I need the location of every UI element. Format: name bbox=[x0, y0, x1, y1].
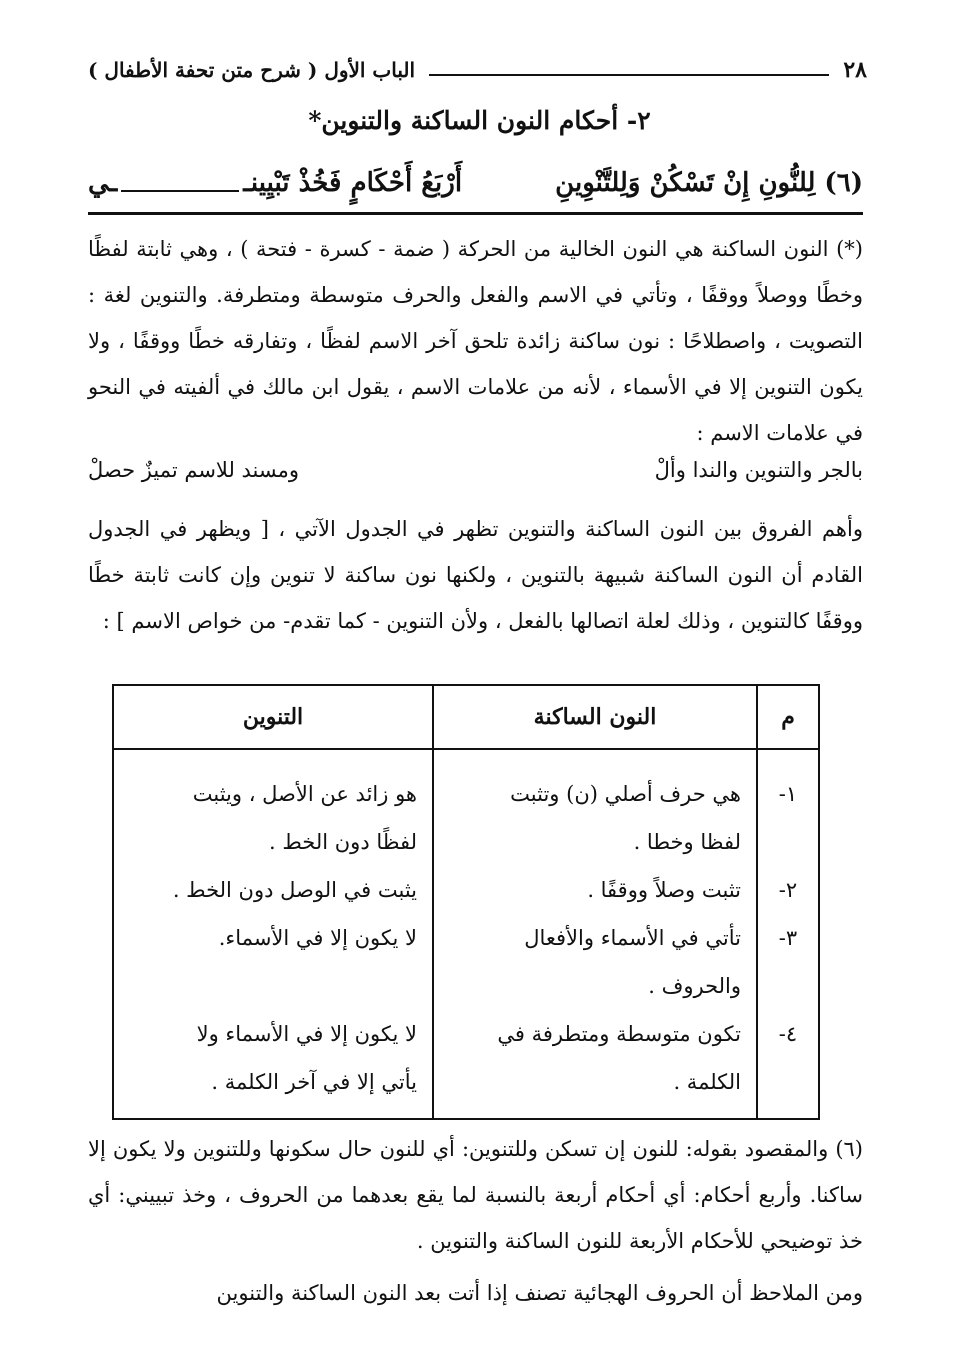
table-body-row bbox=[113, 749, 819, 1119]
noon-cell-line: تكون متوسطة ومتطرفة في bbox=[497, 1022, 741, 1046]
page-header bbox=[88, 52, 867, 88]
row-number: ٣- bbox=[778, 926, 798, 950]
section-title: ٢- أحكام النون الساكنة والتنوين* bbox=[308, 106, 651, 135]
tanween-cell-line: لا يكون إلا في الأسماء. bbox=[218, 926, 417, 950]
verse-hemistich-2-end: ـي bbox=[88, 168, 118, 198]
verse-hemistich-1: (٦) لِلنُّونِ إِنْ تَسْكُنْ وَلِلتَّنْوِينِ bbox=[555, 168, 863, 198]
footnote-paragraph-6: (٦) والمقصود بقوله: للنون إن تسكن وللتنوين: أي للنون حال سكونها وللتنوين ولا يكون إلا ساكنا. وأربع أحكام: أي أحكام أربعة بالنسبة لما يقع بعدهما من الحروف ، وخذ تبييني: أي خذ توضيحي للأحكام الأربعة للنون الساكنة والتنوين . bbox=[88, 1137, 863, 1253]
noon-cell-line: لفظا وخطا . bbox=[633, 830, 741, 854]
noon-cell-line: والحروف . bbox=[648, 974, 741, 998]
table-header-number: م bbox=[757, 685, 819, 749]
row-number: ٤- bbox=[778, 1022, 798, 1046]
verse-hemistich-2 bbox=[88, 168, 462, 198]
alfiyya-hemistich-right: بالجر والتنوين والندا وألْ bbox=[654, 458, 863, 482]
tanween-cell-line: هو زائد عن الأصل ، ويثبت bbox=[192, 782, 417, 806]
row-number: ١- bbox=[778, 782, 798, 806]
table-header-noon: النون الساكنة bbox=[433, 685, 757, 749]
noon-cell-line: الكلمة . bbox=[673, 1070, 741, 1094]
noon-cell-line: تأتي في الأسماء والأفعال bbox=[524, 926, 741, 950]
footnote-paragraph-1: (*) النون الساكنة هي النون الخالية من الحركة ( ضمة - كسرة - فتحة ) ، وهي ثابتة لفظًا وخطًا ووصلاً ووقفًا ، وتأتي في الاسم والفعل والحرف متوسطة ومتطرفة. والتنوين لغة : التصويت ، واصطلاحًا : نون ساكنة زائدة تلحق آخر الاسم لفظًا ، وتفارقه خطًا ووقفًا ، ولا يكون التنوين إلا في الأسماء ، لأنه من علامات الاسم ، يقول ابن مالك في ألفيته في النحو في علامات الاسم : bbox=[88, 237, 863, 445]
tanween-column bbox=[113, 749, 433, 1119]
row-number: ٢- bbox=[778, 878, 798, 902]
running-title: الباب الأول ( شرح متن تحفة الأطفال ) bbox=[88, 58, 416, 82]
table-header-row bbox=[113, 685, 819, 749]
noon-cell-line: هي حرف أصلي (ن) وتثبت bbox=[510, 782, 741, 806]
alfiyya-verse bbox=[88, 458, 863, 502]
verse-stretch-line bbox=[121, 174, 239, 192]
tanween-cell-line: لفظًا دون الخط . bbox=[269, 830, 417, 854]
verse-hemistich-2-start: أَرْبَعُ أَحْكَامٍ فَخُذْ تَبْيِينـ bbox=[243, 168, 463, 198]
header-rule bbox=[429, 74, 829, 76]
table-header-tanween: التنوين bbox=[113, 685, 433, 749]
noon-cell-line: تثبت وصلاً ووقفًا . bbox=[587, 878, 741, 902]
tanween-cell-line: يثبت في الوصل دون الخط . bbox=[172, 878, 417, 902]
verse-line bbox=[88, 160, 863, 215]
tanween-cell-line: لا يكون إلا في الأسماء ولا bbox=[196, 1022, 417, 1046]
page-number: ٢٨ bbox=[843, 57, 867, 83]
number-column bbox=[757, 749, 819, 1119]
noon-column bbox=[433, 749, 757, 1119]
tanween-cell-line: يأتي إلا في آخر الكلمة . bbox=[211, 1070, 417, 1094]
comparison-table bbox=[112, 684, 820, 1120]
alfiyya-hemistich-left: ومسند للاسم تميزٌ حصلْ bbox=[88, 458, 300, 482]
differences-paragraph: وأهم الفروق بين النون الساكنة والتنوين تظهر في الجدول الآتي ، [ ويظهر في الجدول القادم أن النون الساكنة شبيهة بالتنوين ، ولكنها نون ساكنة لا تنوين وإن كانت ثابتة خطًا ووقفًا كالتنوين ، وذلك لعلة اتصالها بالفعل ، ولأن التنوين - كما تقدم- من خواص الاسم ] : bbox=[88, 517, 863, 633]
closing-paragraph: ومن الملاحظ أن الحروف الهجائية تصنف إذا أتت بعد النون الساكنة والتنوين bbox=[216, 1281, 863, 1305]
